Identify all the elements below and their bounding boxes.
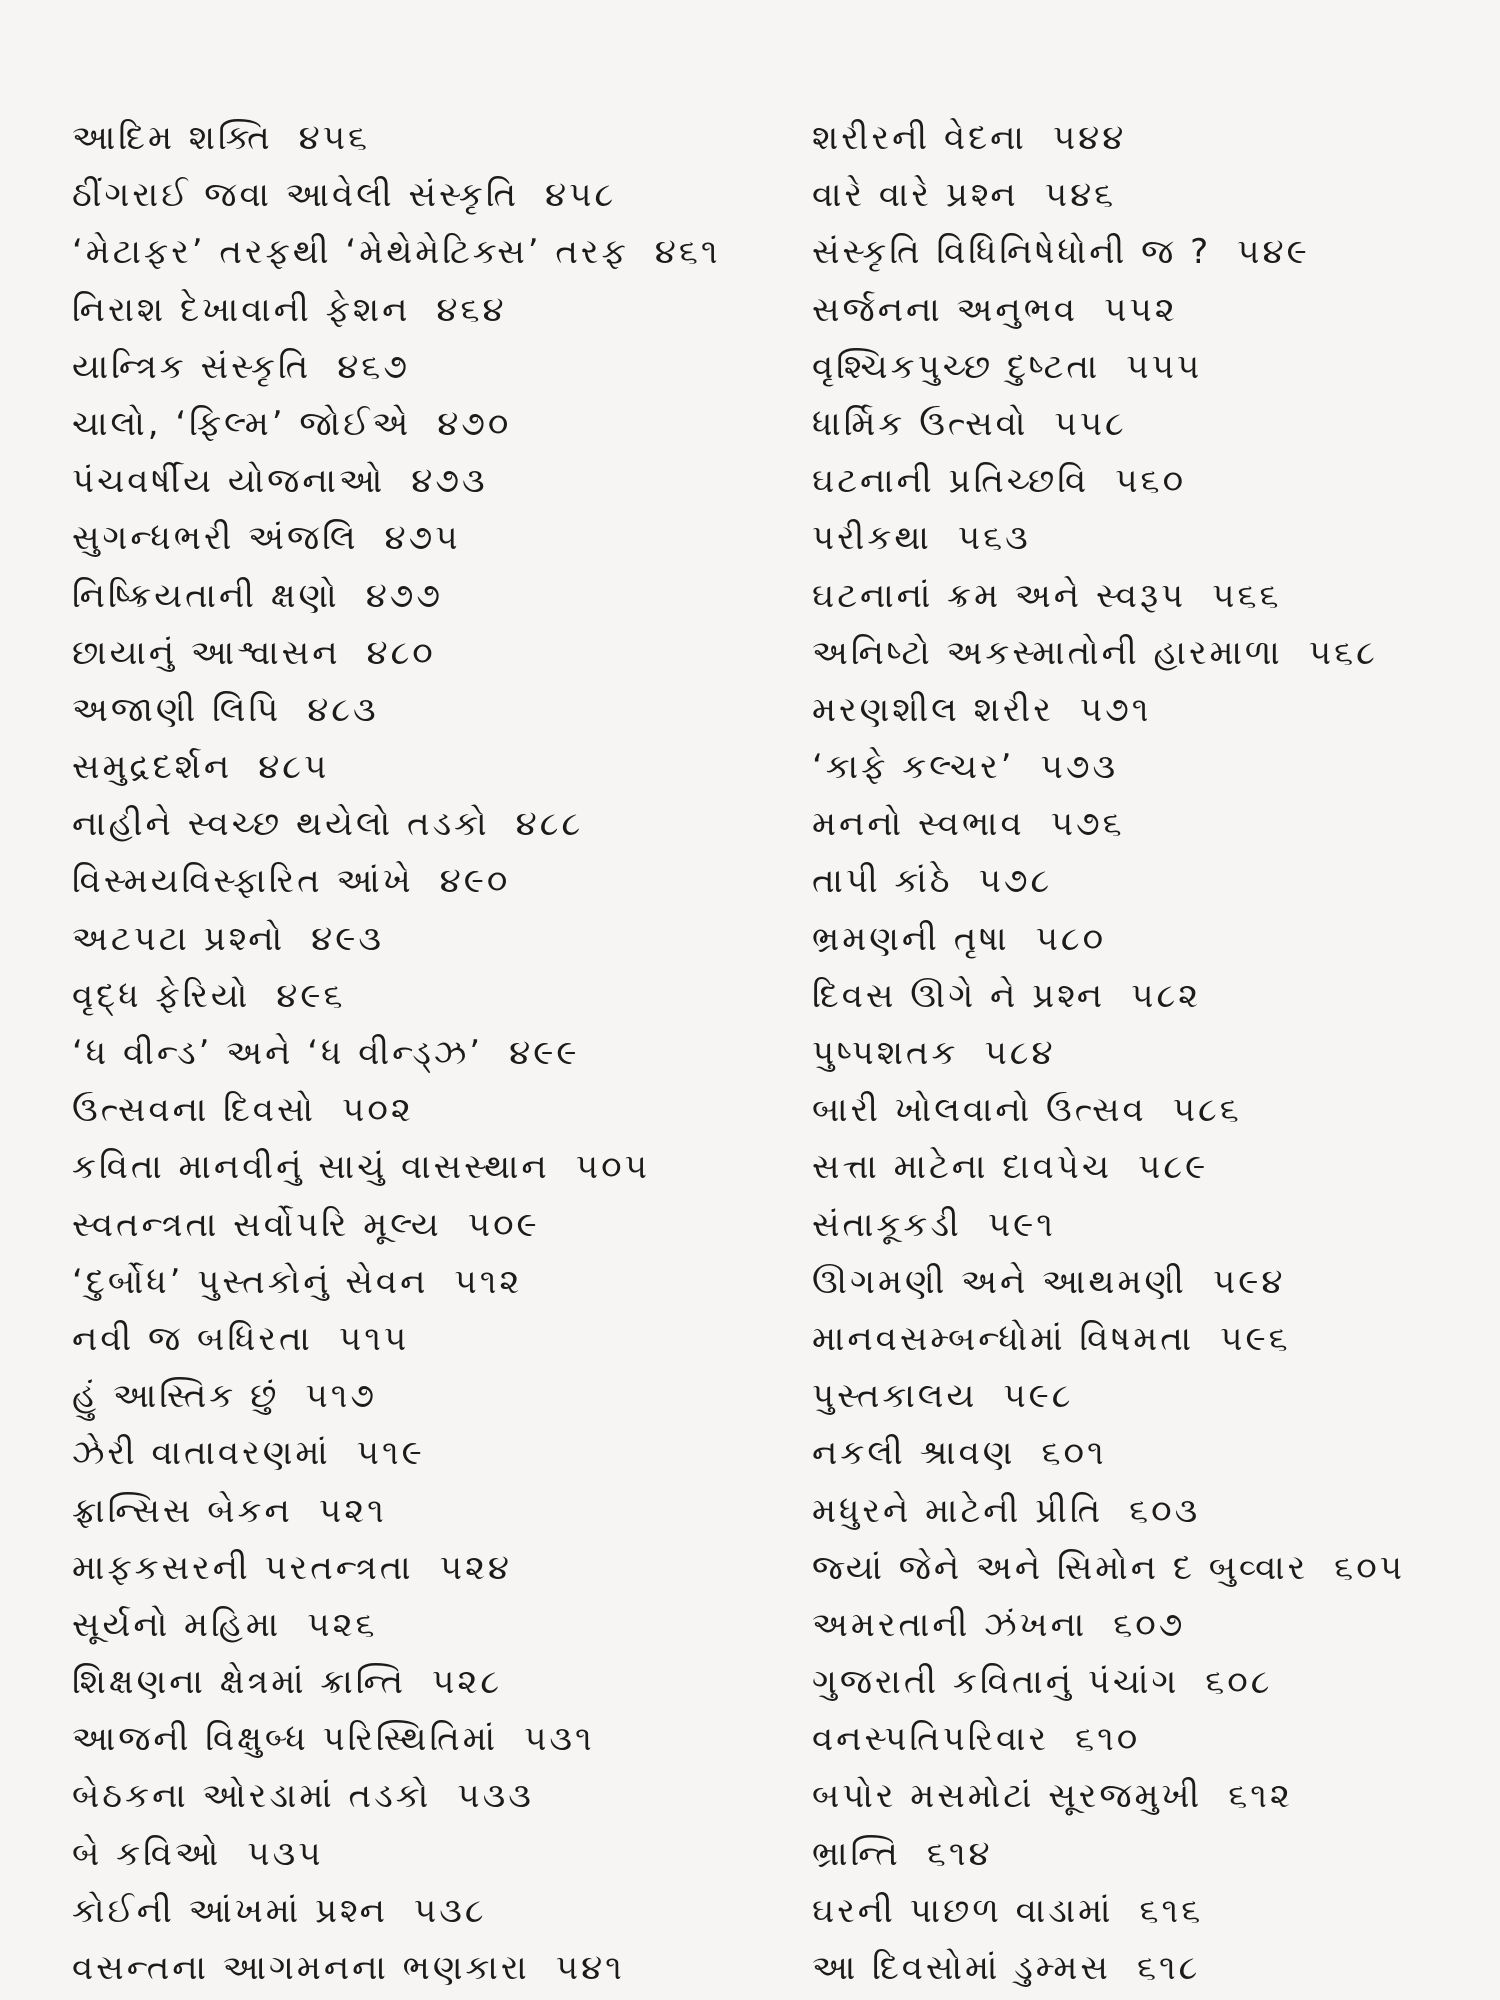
toc-entry (812, 1368, 1492, 1425)
toc-entry-title: ગુજરાતી કવિતાનું પંચાંગ (812, 1662, 1180, 1703)
contents-column-left (72, 110, 812, 1997)
toc-entry-title: વૃશ્ચિકપુચ્છ દુષ્ટતા (812, 346, 1101, 387)
toc-entry-title: ઘટનાનાં ક્રમ અને સ્વરૂપ (812, 575, 1187, 616)
toc-entry-title: મધુરને માટેની પ્રીતિ (812, 1490, 1104, 1531)
toc-entry (72, 453, 812, 510)
toc-entry-title: માફકસરની પરતન્ત્રતા (72, 1547, 414, 1588)
toc-entry-title: સંતાકૂકડી (812, 1204, 962, 1245)
toc-entry (812, 167, 1492, 224)
toc-entry-title: ભ્રમણની તૃષા (812, 918, 1010, 959)
toc-entry (812, 682, 1492, 739)
toc-entry-title: ધાર્મિક ઉત્સવો (812, 403, 1029, 444)
toc-entry (812, 968, 1492, 1025)
toc-entry-title: હું આસ્તિક છું (72, 1376, 280, 1417)
toc-entry (72, 1540, 812, 1597)
toc-entry-page-number: ૫૯૬ (1220, 1318, 1291, 1359)
toc-entry (812, 1254, 1492, 1311)
toc-entry-page-number: ૫૩૧ (524, 1719, 595, 1760)
toc-entry-title: સત્તા માટેના દાવપેચ (812, 1147, 1113, 1188)
toc-entry-title: યાન્ત્રિક સંસ્કૃતિ (72, 346, 312, 387)
toc-entry-title: શરીરની વેદના (812, 118, 1027, 158)
toc-entry (812, 1483, 1492, 1540)
toc-entry-title: અટપટા પ્રશ્નો (72, 918, 286, 959)
toc-entry (72, 853, 812, 910)
toc-entry-title: ‘ધ વીન્ડ’ અને ‘ધ વીન્ડ્ઝ’ (72, 1033, 484, 1073)
toc-entry (72, 625, 812, 682)
toc-entry-title: પરીકથા (812, 518, 932, 559)
toc-entry-title: પંચવર્ષીય યોજનાઓ (72, 461, 386, 502)
toc-entry-title: છાયાનું આશ્વાસન (72, 632, 341, 673)
toc-entry (812, 911, 1492, 968)
toc-entry (72, 1597, 812, 1654)
toc-entry (72, 1425, 812, 1482)
toc-entry-title: નિરાશ દેખાવાની ફેશન (72, 289, 411, 330)
toc-entry (812, 1197, 1492, 1254)
toc-entry-title: ભ્રાન્તિ (812, 1833, 901, 1874)
toc-entry (72, 1254, 812, 1311)
toc-entry (72, 796, 812, 853)
toc-entry (812, 568, 1492, 625)
toc-entry-title: નવી જ બધિરતા (72, 1318, 313, 1359)
toc-entry (812, 625, 1492, 682)
toc-entry (72, 1711, 812, 1768)
toc-entry (812, 853, 1492, 910)
toc-entry-page-number: ૫૩૫ (247, 1833, 324, 1874)
toc-entry-title: સૂર્યનો મહિમા (72, 1604, 282, 1645)
toc-entry (812, 1826, 1492, 1883)
toc-entry-title: આ દિવસોમાં ડુમ્મસ (812, 1948, 1111, 1988)
toc-entry-title: સુગન્ધભરી અંજલિ (72, 518, 359, 559)
toc-entry-page-number: ૪૭૩ (411, 461, 488, 502)
toc-entry-title: સંસ્કૃતિ વિધિનિષેધોની જ ? (812, 232, 1212, 273)
toc-entry-page-number: ૬૧૪ (926, 1833, 993, 1874)
toc-entry-page-number: ૫૯૧ (987, 1204, 1056, 1245)
toc-entry-title: ઊગમણી અને આથમણી (812, 1261, 1187, 1302)
toc-entry-title: અમરતાની ઝંખના (812, 1604, 1088, 1645)
toc-entry-page-number: ૫૦૫ (575, 1147, 650, 1188)
toc-entry (812, 1139, 1492, 1196)
toc-entry (812, 1711, 1492, 1768)
toc-entry-page-number: ૫૧૭ (305, 1376, 378, 1417)
toc-entry-page-number: ૫૯૪ (1212, 1261, 1286, 1302)
toc-entry-page-number: ૪૮૩ (307, 689, 379, 730)
toc-entry-title: ‘મેટાફર’ તરફથી ‘મેથેમેટિક્સ’ તરફ (72, 232, 629, 273)
toc-entry (812, 1082, 1492, 1139)
toc-entry-page-number: ૫૩૩ (457, 1776, 534, 1817)
toc-entry-title: વસન્તના આગમનના ભણકારા (72, 1948, 530, 1988)
toc-entry-page-number: ૫૧૯ (356, 1433, 425, 1474)
toc-entry-page-number: ૫૭૩ (1040, 747, 1119, 788)
toc-entry-title: કોઈની આંખમાં પ્રશ્ન (72, 1890, 388, 1931)
toc-entry (812, 282, 1492, 339)
toc-entry-page-number: ૬૧૮ (1136, 1948, 1201, 1988)
toc-entry (812, 1025, 1492, 1082)
toc-entry-title: ઘટનાની પ્રતિચ્છવિ (812, 461, 1090, 502)
toc-entry-title: અજાણી લિપિ (72, 689, 282, 730)
toc-entry (72, 1826, 812, 1883)
toc-entry-title: દિવસ ઊગે ને પ્રશ્ન (812, 975, 1106, 1016)
toc-entry (812, 510, 1492, 567)
toc-entry-page-number: ૫૨૧ (318, 1490, 387, 1531)
toc-entry-title: અનિષ્ટો અકસ્માતોની હારમાળા (812, 632, 1283, 673)
toc-entry-page-number: ૬૦૮ (1205, 1662, 1273, 1703)
toc-entry (72, 968, 812, 1025)
toc-entry-page-number: ૫૭૮ (978, 861, 1053, 902)
toc-entry-title: ઠીંગરાઈ જવા આવેલી સંસ્કૃતિ (72, 175, 520, 216)
toc-entry-page-number: ૫૪૪ (1052, 118, 1127, 158)
toc-entry-page-number: ૪૮૦ (366, 632, 436, 673)
toc-entry-title: સમુદ્રદર્શન (72, 747, 233, 788)
toc-entry-title: માનવસમ્બન્ધોમાં વિષમતા (812, 1318, 1195, 1359)
toc-entry-page-number: ૫૫૨ (1104, 289, 1178, 330)
toc-entry (72, 1368, 812, 1425)
toc-entry-title: ‘કાફે કલ્ચર’ (812, 747, 1015, 788)
toc-entry-title: કવિતા માનવીનું સાચું વાસસ્થાન (72, 1147, 550, 1188)
toc-entry-title: ચાલો, ‘ફિલ્મ’ જોઈએ (72, 403, 412, 444)
toc-entry-title: જ્યાં જેને અને સિમોન દ બુવ્વાર (812, 1547, 1309, 1588)
toc-entry-page-number: ૬૦૩ (1129, 1490, 1201, 1531)
toc-entry-page-number: ૬૦૫ (1334, 1547, 1406, 1588)
toc-entry-title: વૃદ્ધ ફેરિયો (72, 975, 251, 1016)
toc-entry (72, 682, 812, 739)
toc-entry-title: ઉત્સવના દિવસો (72, 1090, 317, 1131)
toc-entry-title: મનનો સ્વભાવ (812, 804, 1025, 845)
toc-entry-page-number: ૫૫૮ (1054, 403, 1127, 444)
toc-entry (72, 1082, 812, 1139)
toc-entry (812, 224, 1492, 281)
toc-entry (72, 510, 812, 567)
toc-entry (72, 739, 812, 796)
toc-entry-page-number: ૫૦૯ (467, 1204, 540, 1245)
toc-entry-title: સ્વતન્ત્રતા સર્વોપરિ મૂલ્ય (72, 1204, 442, 1245)
toc-entry-title: વારે વારે પ્રશ્ન (812, 175, 1019, 216)
toc-entry (72, 1139, 812, 1196)
toc-entry-title: ઝેરી વાતાવરણમાં (72, 1433, 331, 1474)
toc-entry-title: નકલી શ્રાવણ (812, 1433, 1016, 1474)
toc-entry-page-number: ૫૮૦ (1035, 918, 1107, 959)
toc-entry-page-number: ૪૭૦ (437, 403, 512, 444)
toc-entry (72, 1197, 812, 1254)
toc-entry (812, 1654, 1492, 1711)
toc-entry-page-number: ૫૭૧ (1079, 689, 1152, 730)
toc-entry (812, 1540, 1492, 1597)
toc-entry-page-number: ૪૬૭ (337, 346, 410, 387)
toc-entry (812, 1597, 1492, 1654)
toc-entry-title: બારી ખોલવાનો ઉત્સવ (812, 1090, 1147, 1131)
toc-entry-page-number: ૫૮૬ (1172, 1090, 1242, 1131)
toc-entry-page-number: ૫૨૬ (307, 1604, 378, 1645)
toc-entry-page-number: ૫૧૫ (338, 1318, 410, 1359)
toc-entry (72, 339, 812, 396)
toc-entry-page-number: ૪૬૧ (654, 232, 721, 273)
toc-entry (72, 110, 812, 167)
toc-entry-page-number: ૬૦૧ (1041, 1433, 1107, 1474)
toc-entry (72, 911, 812, 968)
toc-entry-page-number: ૫૦૨ (342, 1090, 414, 1131)
toc-entry-page-number: ૪૯૦ (439, 861, 511, 902)
toc-entry (72, 1654, 812, 1711)
toc-entry (72, 167, 812, 224)
toc-entry (812, 453, 1492, 510)
toc-entry-title: ‘દુર્બોધ’ પુસ્તકોનું સેવન (72, 1261, 429, 1302)
toc-entry-page-number: ૪૮૫ (258, 747, 330, 788)
toc-entry (72, 1483, 812, 1540)
toc-entry-page-number: ૫૧૨ (454, 1261, 523, 1302)
toc-entry-page-number: ૫૮૯ (1138, 1147, 1209, 1188)
toc-entry-page-number: ૪૭૭ (365, 575, 444, 616)
toc-entry (812, 739, 1492, 796)
toc-entry-title: આજની વિક્ષુબ્ધ પરિસ્થિતિમાં (72, 1719, 499, 1760)
toc-entry-page-number: ૫૪૧ (555, 1948, 625, 1988)
toc-entry-page-number: ૫૮૪ (984, 1033, 1056, 1073)
toc-entry (72, 224, 812, 281)
toc-entry (72, 282, 812, 339)
toc-entry-page-number: ૫૬૩ (957, 518, 1031, 559)
toc-entry-title: વિસ્મયવિસ્ફારિત આંખે (72, 861, 414, 902)
toc-entry-title: આદિમ શક્તિ (72, 118, 273, 158)
toc-entry-title: વનસ્પતિપરિવાર (812, 1719, 1050, 1760)
toc-entry-page-number: ૪૯૯ (509, 1033, 580, 1073)
toc-entry-page-number: ૪૯૩ (311, 918, 384, 959)
toc-entry (812, 1940, 1492, 1997)
toc-entry-page-number: ૪૫૮ (545, 175, 617, 216)
toc-entry (72, 396, 812, 453)
toc-entry-title: નિષ્ક્રિયતાની ક્ષણો (72, 575, 340, 616)
toc-entry (812, 396, 1492, 453)
toc-entry (72, 1883, 812, 1940)
toc-entry (72, 1940, 812, 1997)
toc-entry-title: ફ્રાન્સિસ બેકન (72, 1490, 293, 1531)
toc-entry-title: મરણશીલ શરીર (812, 689, 1054, 730)
toc-entry (812, 339, 1492, 396)
toc-entry-page-number: ૫૭૬ (1050, 804, 1125, 845)
toc-entry (812, 1768, 1492, 1825)
toc-entry-page-number: ૫૬૮ (1308, 632, 1378, 673)
toc-entry-title: બેઠકના ઓરડામાં તડકો (72, 1776, 432, 1817)
toc-entry (72, 1768, 812, 1825)
toc-entry-page-number: ૫૩૮ (413, 1890, 487, 1931)
toc-entry (812, 110, 1492, 167)
toc-entry (812, 1425, 1492, 1482)
toc-entry (72, 1311, 812, 1368)
toc-entry (72, 1025, 812, 1082)
toc-entry-page-number: ૪૫૬ (298, 118, 371, 158)
toc-entry-page-number: ૫૯૮ (1003, 1376, 1074, 1417)
toc-entry-title: બે કવિઓ (72, 1833, 222, 1874)
toc-entry-title: ઘરની પાછળ વાડામાં (812, 1890, 1114, 1931)
toc-entry-page-number: ૬૧૬ (1139, 1890, 1204, 1931)
toc-entry-title: પુસ્તકાલય (812, 1376, 978, 1417)
toc-entry-page-number: ૬૧૨ (1228, 1776, 1293, 1817)
toc-entry-page-number: ૫૮૨ (1131, 975, 1202, 1016)
toc-entry-page-number: ૪૭૫ (384, 518, 461, 559)
toc-entry-page-number: ૫૬૦ (1115, 461, 1187, 502)
toc-entry-page-number: ૬૧૦ (1075, 1719, 1141, 1760)
toc-entry-page-number: ૪૮૮ (515, 804, 584, 845)
toc-entry-page-number: ૫૪૬ (1044, 175, 1117, 216)
toc-entry (812, 1311, 1492, 1368)
toc-entry-title: તાપી કાંઠે (812, 861, 953, 902)
toc-entry (812, 1883, 1492, 1940)
toc-entry-page-number: ૫૨૮ (432, 1662, 503, 1703)
toc-entry-page-number: ૫૬૬ (1212, 575, 1282, 616)
toc-entry-title: બપોર મસમોટાં સૂરજમુખી (812, 1776, 1203, 1817)
toc-entry-title: પુષ્પશતક (812, 1033, 959, 1073)
toc-entry (72, 568, 812, 625)
contents-column-right (812, 110, 1492, 1997)
toc-entry-page-number: ૬૦૭ (1113, 1604, 1186, 1645)
toc-entry (812, 796, 1492, 853)
toc-entry-title: સર્જનના અનુભવ (812, 289, 1079, 330)
toc-entry-title: નાહીને સ્વચ્છ થયેલો તડકો (72, 804, 490, 845)
toc-entry-page-number: ૫૪૯ (1237, 232, 1310, 273)
toc-entry-page-number: ૫૫૫ (1126, 346, 1203, 387)
toc-entry-title: શિક્ષણના ક્ષેત્રમાં ક્રાન્તિ (72, 1662, 407, 1703)
toc-entry-page-number: ૪૯૬ (276, 975, 346, 1016)
toc-entry-page-number: ૪૬૪ (436, 289, 507, 330)
toc-entry-page-number: ૫૨૪ (439, 1547, 512, 1588)
